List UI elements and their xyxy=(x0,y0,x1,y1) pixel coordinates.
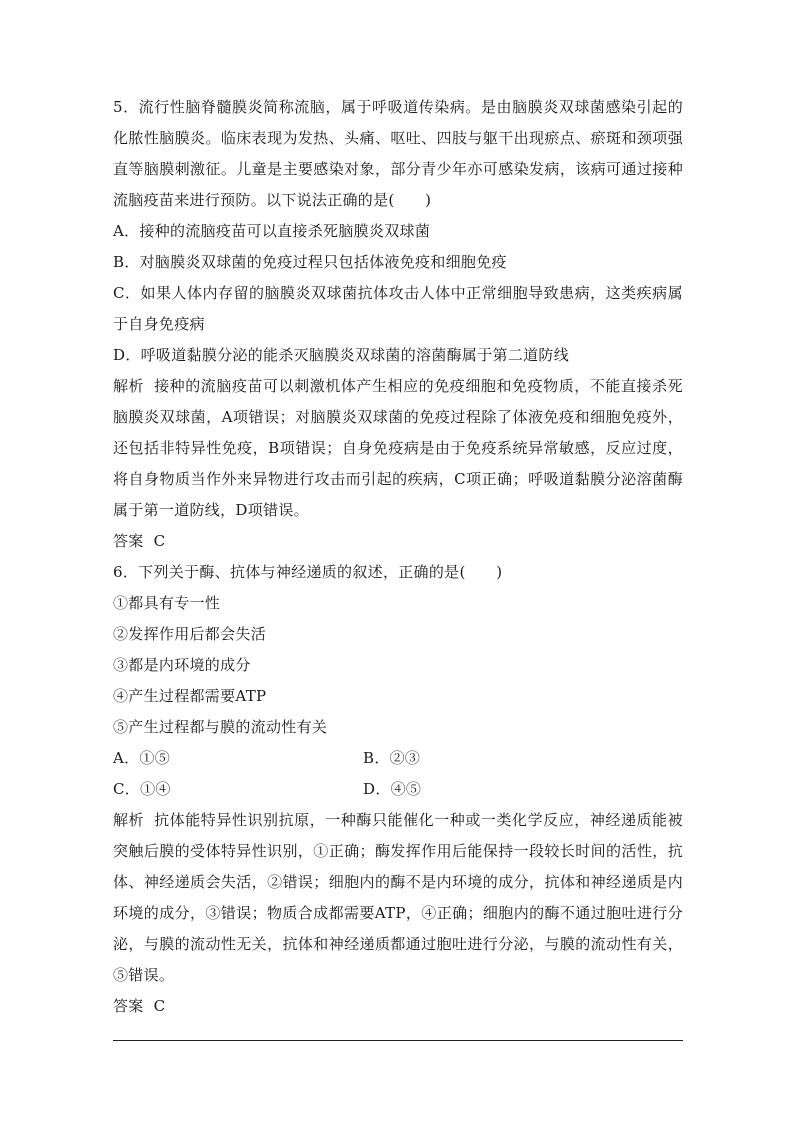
analysis-text: 接种的流脑疫苗可以刺激机体产生相应的免疫细胞和免疫物质，不能直接杀死脑膜炎双球菌，A项错误；对脑膜炎双球菌的免疫过程除了体液免疫和细胞免疫外，还包括非特异性免疫，B项错误；自身免疫病是由于免疫系统异常敏感，反应过度，将自身物质当作外来异物进行攻击而引起的疾病，C项正确；呼吸道黏膜分泌溶菌酶属于第一道防线，D项错误。 xyxy=(113,377,683,519)
question-6-option-c: C．①④ xyxy=(113,780,171,798)
answer-label: 答案 xyxy=(113,532,144,550)
answer-label: 答案 xyxy=(113,997,144,1015)
question-6-options-row-2 xyxy=(113,774,683,805)
question-5-analysis xyxy=(113,371,683,526)
statement-2: ②发挥作用后都会失活 xyxy=(113,625,267,643)
question-5-option-a: A．接种的流脑疫苗可以直接杀死脑膜炎双球菌 xyxy=(113,222,431,240)
statement-3: ③都是内环境的成分 xyxy=(113,656,251,674)
content-area xyxy=(113,92,683,1022)
question-6-stem: 6．下列关于酶、抗体与神经递质的叙述，正确的是( ) xyxy=(113,563,503,581)
question-6-answer xyxy=(113,991,683,1022)
answer-value: C xyxy=(153,532,166,550)
question-5-option-d: D．呼吸道黏膜分泌的能杀灭脑膜炎双球菌的溶菌酶属于第二道防线 xyxy=(113,346,570,364)
statement-5: ⑤产生过程都与膜的流动性有关 xyxy=(113,718,328,736)
analysis-label: 解析 xyxy=(113,811,145,829)
analysis-text: 抗体能特异性识别抗原，一种酶只能催化一种或一类化学反应，神经递质能被突触后膜的受体特异性识别，①正确；酶发挥作用后能保持一段较长时间的活性，抗体、神经递质会失活，②错误；细胞内的酶不是内环境的成分，抗体和神经递质是内环境的成分，③错误；物质合成都需要ATP，④正确；细胞内的酶不通过胞吐进行分泌，与膜的流动性无关，抗体和神经递质都通过胞吐进行分泌，与膜的流动性有关，⑤错误。 xyxy=(113,811,683,984)
question-5-option-c: C．如果人体内存留的脑膜炎双球菌抗体攻击人体中正常细胞导致患病，这类疾病属于自身免疫病 xyxy=(113,284,683,333)
statement-1: ①都具有专一性 xyxy=(113,594,221,612)
analysis-label: 解析 xyxy=(113,377,145,395)
answer-value: C xyxy=(153,997,166,1015)
footer-divider xyxy=(113,1040,683,1041)
question-5-answer xyxy=(113,526,683,557)
question-6-options-row-1 xyxy=(113,743,683,774)
question-6-option-d: D．④⑤ xyxy=(363,780,422,798)
question-6-option-b: B．②③ xyxy=(363,749,421,767)
question-5-option-b: B．对脑膜炎双球菌的免疫过程只包括体液免疫和细胞免疫 xyxy=(113,253,507,271)
question-6-analysis xyxy=(113,805,683,991)
question-5-stem: 5．流行性脑脊髓膜炎简称流脑，属于呼吸道传染病。是由脑膜炎双球菌感染引起的化脓性脑膜炎。临床表现为发热、头痛、呕吐、四肢与躯干出现瘀点、瘀斑和颈项强直等脑膜刺激征。儿童是主要感染对象，部分青少年亦可感染发病，该病可通过接种流脑疫苗来进行预防。以下说法正确的是( ) xyxy=(113,98,683,209)
statement-4: ④产生过程都需要ATP xyxy=(113,687,267,705)
question-6-option-a: A．①⑤ xyxy=(113,749,171,767)
